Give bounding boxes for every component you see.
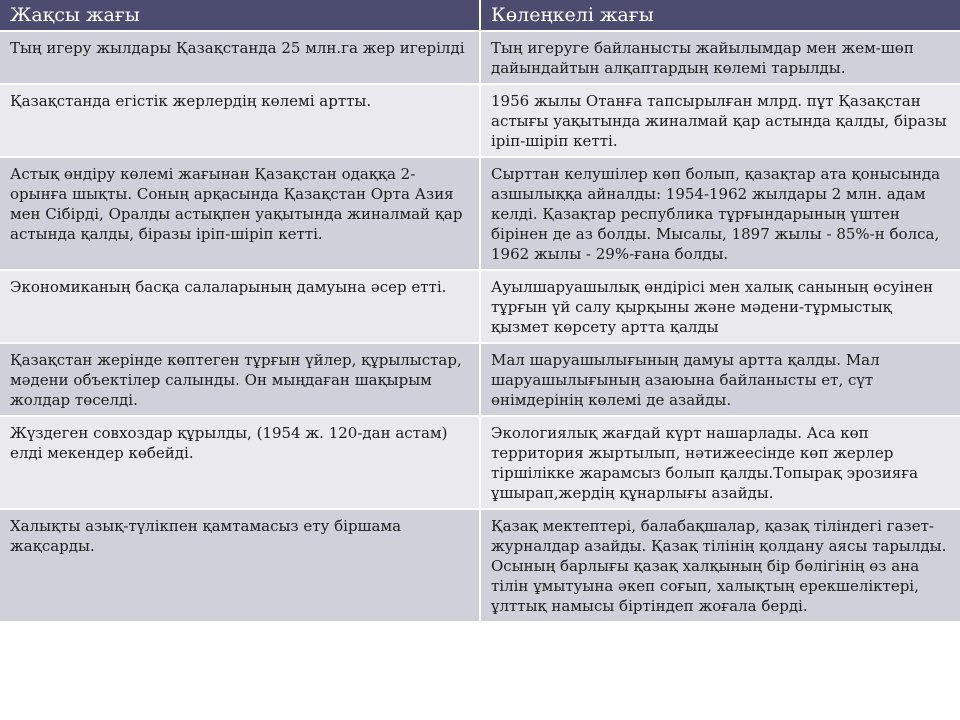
table-row bbox=[0, 343, 960, 416]
bad-cell: Қазақ мектептері, балабақшалар, қазақ тіліндегі газет-журналдар азайды. Қазақ тілінің қолдану аясы тарылды. Осының барлығы қазақ халқының бір бөлігінің өз ана тілін ұмытуына әкеп соғып, халықтың ерекшеліктері, ұлттық намысы біртіндеп жоғала берді. bbox=[480, 509, 960, 621]
table-row bbox=[0, 84, 960, 157]
table-row bbox=[0, 416, 960, 509]
bad-cell: Мал шаруашылығының дамуы артта қалды. Мал шаруашылығының азаюына байланысты ет, сүт өнімдерінің көлемі де азайды. bbox=[480, 343, 960, 416]
good-cell: Тың игеру жылдары Қазақстанда 25 млн.га жер игерілді bbox=[0, 31, 480, 84]
header-bad-side: Көлеңкелі жағы bbox=[480, 0, 960, 31]
good-cell: Экономиканың басқа салаларының дамуына әсер етті. bbox=[0, 270, 480, 343]
bad-cell: Сырттан келушілер көп болып, қазақтар ата қонысында азшылыққа айналды: 1954-1962 жылдары 2 млн. адам келді. Қазақтар республика тұрғындарының үштен бірінен де аз болды. Мысалы, 1897 жылы - 85%-н болса, 1962 жылы - 29%-ғана болды. bbox=[480, 157, 960, 270]
table-row bbox=[0, 157, 960, 270]
header-good-side: Жақсы жағы bbox=[0, 0, 480, 31]
good-cell: Қазақстан жерінде көптеген тұрғын үйлер, құрылыстар, мәдени объектілер салынды. Он мыңдаған шақырым жолдар төселді. bbox=[0, 343, 480, 416]
table-row bbox=[0, 509, 960, 621]
good-cell: Жүздеген совхоздар құрылды, (1954 ж. 120-дан астам) елді мекендер көбейді. bbox=[0, 416, 480, 509]
table-row bbox=[0, 270, 960, 343]
bad-cell: Тың игеруге байланысты жайылымдар мен жем-шөп дайындайтын алқаптардың көлемі тарылды. bbox=[480, 31, 960, 84]
bad-cell: Ауылшаруашылық өндірісі мен халық санының өсуінен тұрғын үй салу қырқыны және мәдени-тұрмыстық қызмет көрсету артта қалды bbox=[480, 270, 960, 343]
good-cell: Халықты азық-түлікпен қамтамасыз ету біршама жақсарды. bbox=[0, 509, 480, 621]
table-row bbox=[0, 31, 960, 84]
good-cell: Қазақстанда егістік жерлердің көлемі артты. bbox=[0, 84, 480, 157]
bad-cell: 1956 жылы Отанға тапсырылған млрд. пұт Қазақстан астығы уақытында жиналмай қар астында қалды, біразы іріп-шіріп кетті. bbox=[480, 84, 960, 157]
bad-cell: Экологиялық жағдай күрт нашарлады. Аса көп территория жыртылып, нәтижеесінде көп жерлер тіршілікке жарамсыз болып қалды.Топырақ эрозияға ұшырап,жердің құнарлығы азайды. bbox=[480, 416, 960, 509]
good-cell: Астық өндіру көлемі жағынан Қазақстан одаққа 2-орынға шықты. Соның арқасында Қазақстан Орта Азия мен Сібірді, Оралды астықпен уақытында жиналмай қар астында қалды, біразы іріп-шіріп кетті. bbox=[0, 157, 480, 270]
table-header-row bbox=[0, 0, 960, 31]
